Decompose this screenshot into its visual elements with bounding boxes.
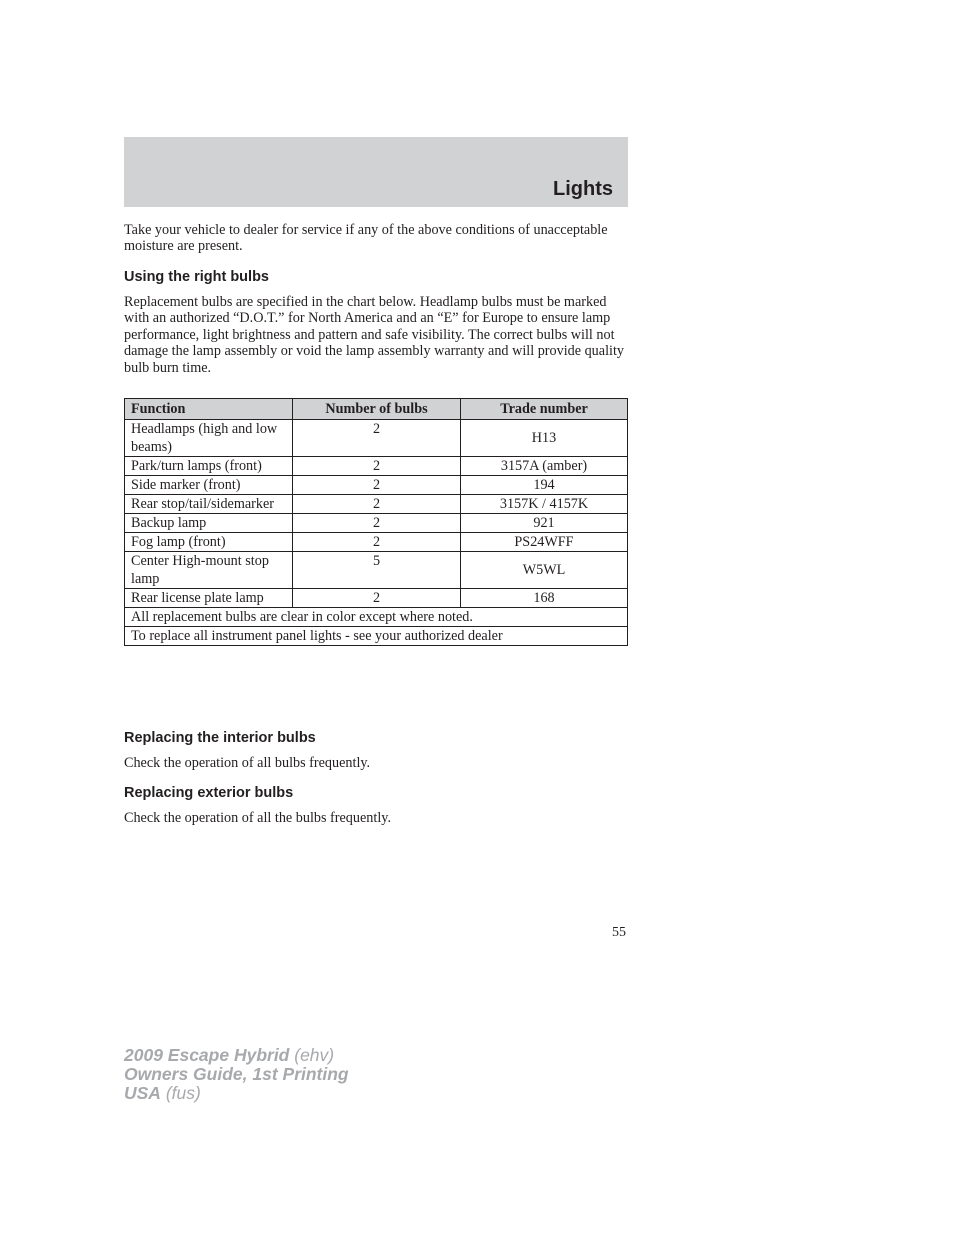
cell-function: Center High-mount stop lamp (125, 552, 293, 589)
table-row (125, 420, 628, 457)
intro-paragraph: Take your vehicle to dealer for service if any of the above conditions of unacceptable moisture are present. (124, 222, 608, 255)
table-row (125, 533, 628, 552)
footer-market-code: (fus) (165, 1083, 201, 1103)
table-header-row (125, 399, 628, 420)
cell-trade-number: 3157A (amber) (461, 457, 628, 476)
table-note-instrument-panel: To replace all instrument panel lights - see your authorized dealer (125, 627, 628, 646)
cell-trade-number: H13 (461, 420, 628, 457)
cell-trade-number: W5WL (461, 552, 628, 589)
cell-function: Fog lamp (front) (125, 533, 293, 552)
cell-trade-number: 921 (461, 514, 628, 533)
heading-replacing-exterior-bulbs: Replacing exterior bulbs (124, 785, 294, 801)
cell-trade-number: 168 (461, 589, 628, 608)
cell-count: 2 (293, 495, 461, 514)
cell-function: Park/turn lamps (front) (125, 457, 293, 476)
cell-function: Headlamps (high and low beams) (125, 420, 293, 457)
footer-line-2 (124, 1065, 349, 1084)
bulb-table (124, 398, 628, 646)
header-trade-number: Trade number (461, 399, 628, 420)
table-row (125, 514, 628, 533)
table-row (125, 552, 628, 589)
cell-count: 2 (293, 420, 461, 457)
page-title: Lights (553, 178, 613, 200)
table-note-clear-color: All replacement bulbs are clear in color except where noted. (125, 608, 628, 627)
cell-count: 2 (293, 589, 461, 608)
cell-count: 5 (293, 552, 461, 589)
cell-count: 2 (293, 457, 461, 476)
footer-market: USA (124, 1083, 161, 1103)
cell-function: Backup lamp (125, 514, 293, 533)
cell-count: 2 (293, 514, 461, 533)
header-number-of-bulbs: Number of bulbs (293, 399, 461, 420)
footer-line-1 (124, 1046, 349, 1065)
footer-model: 2009 Escape Hybrid (124, 1045, 290, 1065)
table-row (125, 457, 628, 476)
footer-line-3 (124, 1084, 349, 1103)
cell-function: Rear stop/tail/sidemarker (125, 495, 293, 514)
header-band (124, 137, 628, 207)
cell-trade-number: 194 (461, 476, 628, 495)
table-row (125, 476, 628, 495)
interior-paragraph: Check the operation of all bulbs frequently. (124, 755, 371, 771)
header-function: Function (125, 399, 293, 420)
table-note-row (125, 608, 628, 627)
footer-edition (124, 1046, 349, 1103)
exterior-paragraph: Check the operation of all the bulbs frequently. (124, 810, 391, 826)
cell-trade-number: PS24WFF (461, 533, 628, 552)
footer-model-code: (ehv) (294, 1045, 335, 1065)
table-row (125, 589, 628, 608)
footer-printing: Owners Guide, 1st Printing (124, 1064, 349, 1084)
table-note-row (125, 627, 628, 646)
cell-count: 2 (293, 533, 461, 552)
cell-function: Side marker (front) (125, 476, 293, 495)
heading-using-right-bulbs: Using the right bulbs (124, 269, 269, 285)
cell-trade-number: 3157K / 4157K (461, 495, 628, 514)
table-row (125, 495, 628, 514)
bulbs-paragraph: Replacement bulbs are specified in the chart below. Headlamp bulbs must be marked with an authorized “D.O.T.” for North America and an “E” for Europe to ensure lamp performance, light brightness and pattern and safe visibility. The correct bulbs will not damage the lamp assembly or void the lamp assembly warranty and will provide quality bulb burn time. (124, 294, 624, 376)
heading-replacing-interior-bulbs: Replacing the interior bulbs (124, 730, 316, 746)
page-number: 55 (612, 925, 626, 940)
cell-function: Rear license plate lamp (125, 589, 293, 608)
cell-count: 2 (293, 476, 461, 495)
